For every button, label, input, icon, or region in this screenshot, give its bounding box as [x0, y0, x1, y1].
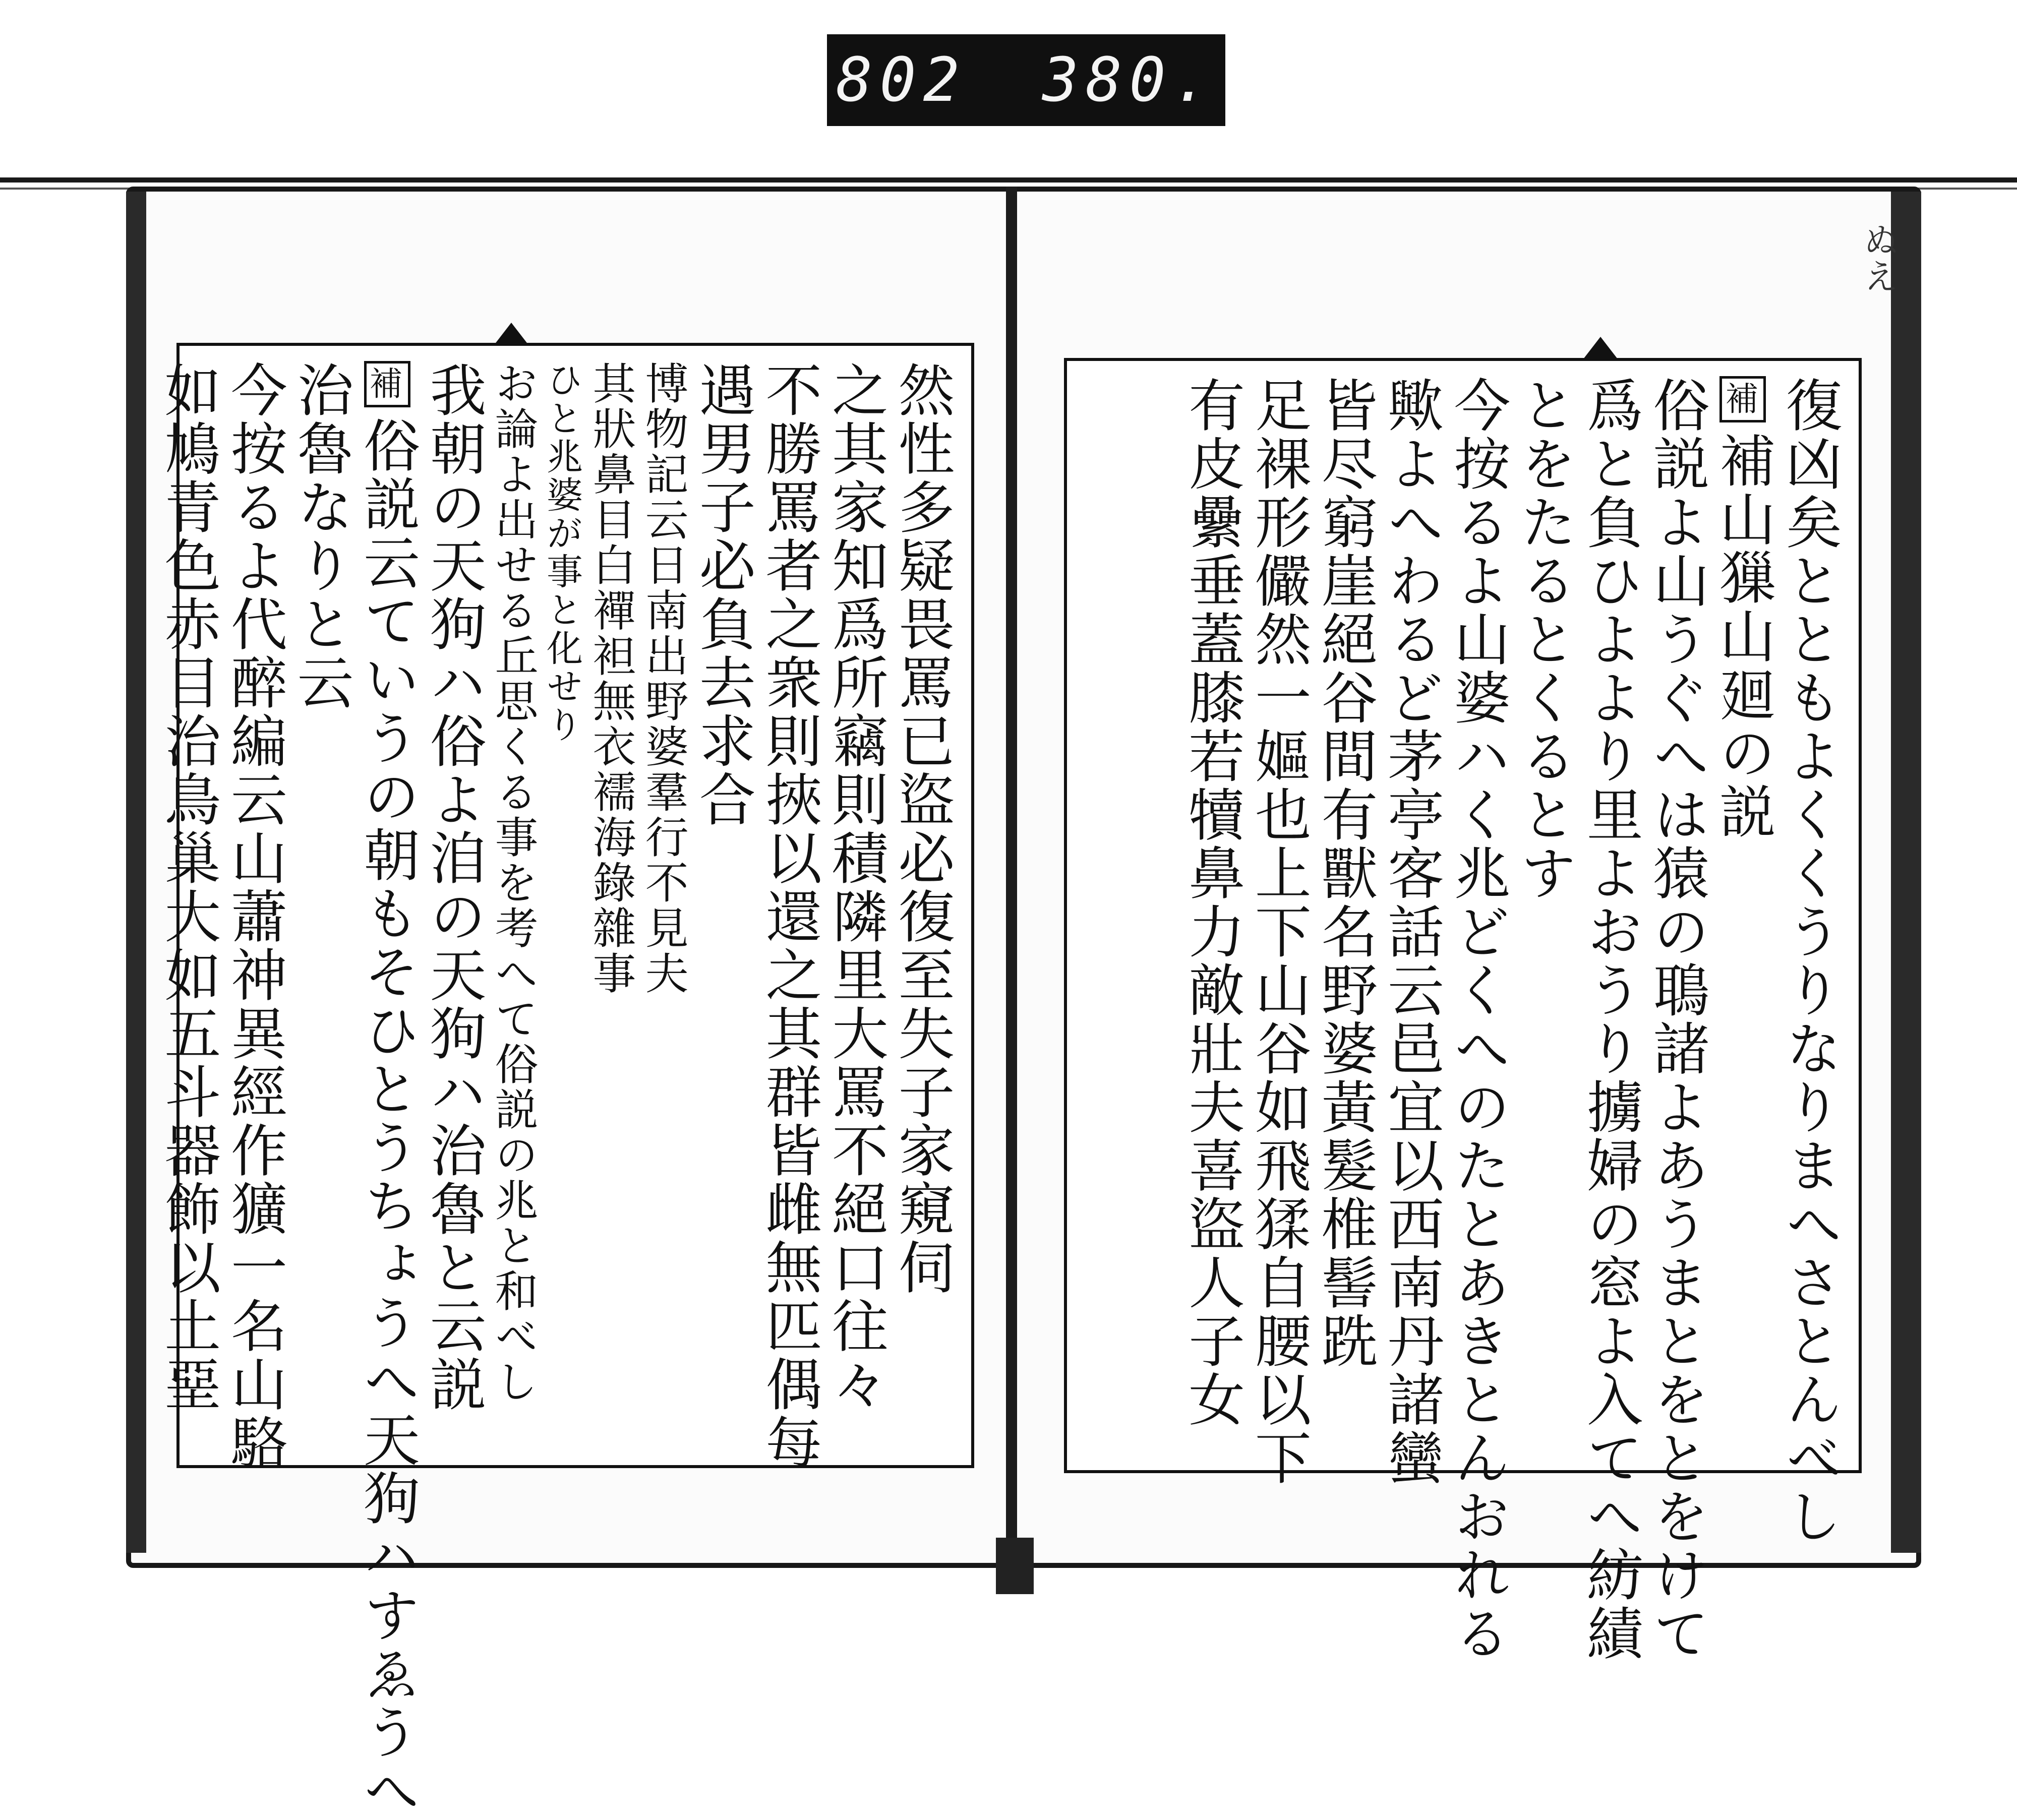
text-column — [1710, 376, 1776, 1455]
top-rule — [0, 177, 2017, 183]
archive-label — [827, 34, 1225, 126]
text-column — [487, 361, 538, 1440]
section-mark: 補 — [364, 361, 410, 407]
text-column — [1511, 376, 1577, 1455]
right-page — [1021, 192, 1899, 1663]
label-left-number: 802 — [836, 45, 967, 115]
column-text: 今按るよ代醉編云山蕭神異經作獷一名山駱 — [221, 361, 287, 1472]
section-mark: 補 — [1719, 376, 1766, 422]
column-text: 俗説云ていうの朝もそひとうちょうへ天狗ハすゑうへ — [354, 416, 420, 1820]
text-column — [1179, 376, 1245, 1455]
text-column — [1245, 376, 1312, 1487]
column-text: 爲と負ひよより里よおうり擄婦の窓よ入てへ紡績 — [1577, 376, 1643, 1663]
text-column — [690, 361, 756, 1440]
text-column — [421, 361, 487, 1440]
text-columns — [1087, 376, 1842, 1663]
column-text: 皆尽窮崖絕谷間有獸名野婆黃髮椎髻跣 — [1312, 376, 1378, 1370]
text-frame — [1064, 358, 1862, 1663]
column-text: ひと兆婆が事と化せり — [541, 361, 583, 744]
column-text: 遇男子必負去求合 — [690, 361, 756, 829]
text-column — [155, 361, 221, 1440]
column-text: 足裸形儼然一嫗也上下山谷如飛猱自腰以下 — [1245, 376, 1312, 1487]
text-column — [1577, 376, 1643, 1663]
text-column — [1643, 376, 1709, 1663]
left-page — [151, 192, 1003, 1820]
text-column — [756, 361, 822, 1472]
column-text: 治魯なりと云 — [287, 361, 353, 712]
margin-note: ぬえ — [1858, 222, 1899, 294]
column-text: 復凶矣とともよくくうりなりまへさとんべし — [1776, 376, 1842, 1546]
column-text: 俗説よ山うぐへは猿の鵈諸よあうまとをとをけて — [1643, 376, 1709, 1663]
column-text: 補山㺐山廻の説 — [1710, 432, 1776, 841]
book-gutter — [1006, 187, 1017, 1593]
column-text: 我朝の天狗ハ俗よ洎の天狗ハ治魯と云説 — [421, 361, 487, 1414]
column-text: 歟よへわるど茅亭客話云邑宜以西南丹諸蠻 — [1378, 376, 1444, 1487]
column-text: 如鳩青色赤目治鳥巢大如五斗器飾以土堊 — [155, 361, 221, 1414]
text-columns — [155, 361, 955, 1820]
fishtail-mark — [1583, 337, 1618, 359]
label-right-number: 380. — [1042, 45, 1216, 115]
text-column — [1312, 376, 1378, 1455]
text-column — [287, 361, 353, 1440]
text-column — [221, 361, 287, 1472]
text-column — [585, 361, 636, 1440]
text-column — [541, 361, 583, 1440]
text-frame — [155, 343, 974, 1820]
text-column — [822, 361, 888, 1440]
text-column — [1445, 376, 1511, 1663]
column-text: 博物記云日南出野婆羣行不見夫 — [637, 361, 688, 996]
text-column — [637, 361, 688, 1440]
text-column — [354, 361, 420, 1820]
column-text: 其狀鼻目白襌袒無衣襦海錄雜事 — [585, 361, 636, 996]
column-text: お論よ出せる丘思くる事を考へて俗説の兆と和べし — [487, 361, 538, 1405]
column-text: 有皮纍垂蓋膝若犢鼻力敵壯夫喜盜人子女 — [1179, 376, 1245, 1429]
column-text: 今按るよ山婆ハく兆どくへのたとあきとんおれる — [1445, 376, 1511, 1663]
column-text: 不勝罵者之衆則挾以還之其群皆雌無匹偶每 — [756, 361, 822, 1472]
text-column — [1378, 376, 1444, 1487]
book-edge-right — [1891, 192, 1921, 1553]
fishtail-mark — [494, 323, 528, 345]
column-text: とをたるとくるとす — [1511, 376, 1577, 902]
gutter-foot — [996, 1538, 1034, 1594]
column-text: 之其家知爲所竊則積隣里大罵不絕口往々 — [822, 361, 888, 1414]
text-column — [889, 361, 955, 1440]
text-column — [1776, 376, 1842, 1546]
book-edge-left — [126, 192, 146, 1553]
column-text: 然性多疑畏罵已盜必復至失子家窺伺 — [889, 361, 955, 1297]
